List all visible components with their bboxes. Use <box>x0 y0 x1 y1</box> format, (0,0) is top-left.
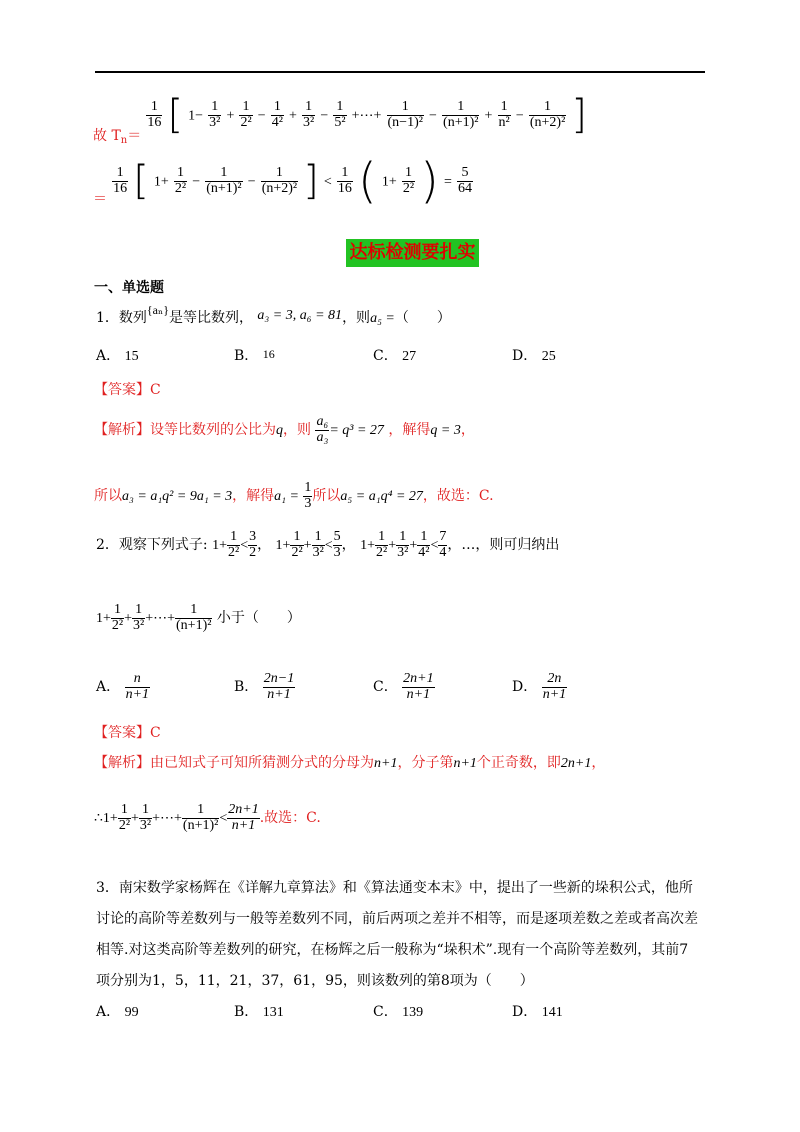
q2-stem: 2．观察下列式子: 1+ $\frac{1}{\text{2²}}$ < $\frac{3}{2}$ ， 1+ $\frac{1}{\text{2²}}$ + $\frac{1}{\text{3²}}$ < $\frac{5}{3}$ ， 1+ $\frac{1}{\text{2²}}$ + $\frac{1}{\text{3²}}$ + $\frac{1}{\text{4²}}$ < $\frac{7}{4}$ ，…，则可归纳出 <box>96 529 560 560</box>
tn-expression-line2: ＝ $\frac{1}{16}$ [ 1+ $\frac{1}{\text{2²}}$ − $\frac{1}{\text{(n+1)²}}$ − $\frac{1}{\text{(n+2)²}}$ ] < $\frac{1}{16}$ ( 1+ $\frac{1}{\text{2²}}$ ) = $\frac{5}{64}$ <box>93 153 472 209</box>
q2-expression: 1+ $\frac{1}{\text{2²}}$ + $\frac{1}{\text{3²}}$ +⋯+ $\frac{1}{\text{(n+1)²}}$ 小于（ ） <box>96 602 301 633</box>
q3-option-c[interactable]: C． 139 <box>373 1004 424 1020</box>
section-title: 一、单选题 <box>94 280 164 296</box>
q3-option-d[interactable]: D． 141 <box>512 1004 563 1020</box>
q1-stem: 1．数列{aₙ}是等比数列， a₃ = 3, a₆ = 81，则a₅ =（ ） <box>96 303 451 326</box>
header-rule <box>95 71 705 73</box>
coef-fraction: $\frac{1}{16}$ <box>147 98 162 130</box>
q3-line1: 3．南宋数学家杨辉在《详解九章算法》和《算法通变本末》中，提出了一些新的垛积公式，他所 <box>96 880 693 896</box>
q3-option-b[interactable]: B． 131 <box>234 1004 284 1020</box>
q1-option-a[interactable]: A． 15 <box>96 348 139 364</box>
q2-option-a[interactable]: A． $\frac{n}{n+1}$ <box>96 671 150 702</box>
q2-conclusion: ∴1+ $\frac{1}{\text{2²}}$ + $\frac{1}{\text{3²}}$ +⋯+ $\frac{1}{\text{(n+1)²}}$ < $\frac{2n+1}{n+1}$ .故选：C. <box>94 802 321 833</box>
q1-analysis-line1: 【解析】设等比数列的公比为q，则 $\frac{\text{a₆}}{\text{a₃}}$ = q³ = 27 ，解得q = 3， <box>94 414 475 445</box>
tn-label: 故 $T_n=$ <box>93 127 142 146</box>
q2-option-d[interactable]: D． $\frac{2n}{n+1}$ <box>512 671 567 702</box>
q1-answer: 【答案】C <box>94 382 161 398</box>
q3-line2: 讨论的高阶等差数列与一般等差数列不同，前后两项之差并不相等，而是逐项差数之差或者高次差 <box>96 911 698 927</box>
q2-answer: 【答案】C <box>94 725 161 741</box>
q1-option-b[interactable]: B． 16 <box>234 347 275 364</box>
q2-option-c[interactable]: C． $\frac{2n+1}{n+1}$ <box>373 671 434 702</box>
q1-option-d[interactable]: D． 25 <box>512 348 556 364</box>
q3-line3: 相等.对这类高阶等差数列的研究，在杨辉之后一般称为“垛积术”.现有一个高阶等差数列，其前7 <box>96 942 689 958</box>
q3-option-a[interactable]: A． 99 <box>96 1004 139 1020</box>
q1-option-c[interactable]: C． 27 <box>373 348 417 364</box>
section-banner: 达标检测要扎实 <box>346 239 479 267</box>
q1-analysis-line2: 所以a₃ = a₁q² = 9a₁ = 3，解得a₁ = $\frac{1}{3}$ 所以a₅ = a₁q⁴ = 27，故选：C. <box>94 480 494 511</box>
q2-analysis-line1: 【解析】由已知式子可知所猜测分式的分母为n+1，分子第n+1个正奇数，即2n+1， <box>94 755 606 771</box>
q2-option-b[interactable]: B． $\frac{2n-1}{n+1}$ <box>234 671 295 702</box>
tn-expression-line1: 故 $T_n=$ $\frac{1}{16}$ [ 1− $\frac{1}{\text{3²}}$ + $\frac{1}{\text{2²}}$ − $\frac{1}{\text{4²}}$ + $\frac{1}{\text{3²}}$ − $\frac{1}{\text{5²}}$ +⋯+ $\frac{1}{\text{(n−1)²}}$ − $\frac{1}{\text{(n+1)²}}$ + $\frac{1}{\text{n²}}$ − $\frac{1}{\text{(n+2)²}}$ ] <box>93 92 587 146</box>
q3-line4: 项分别为1，5，11，21，37，61，95，则该数列的第8项为（ ） <box>96 973 534 989</box>
